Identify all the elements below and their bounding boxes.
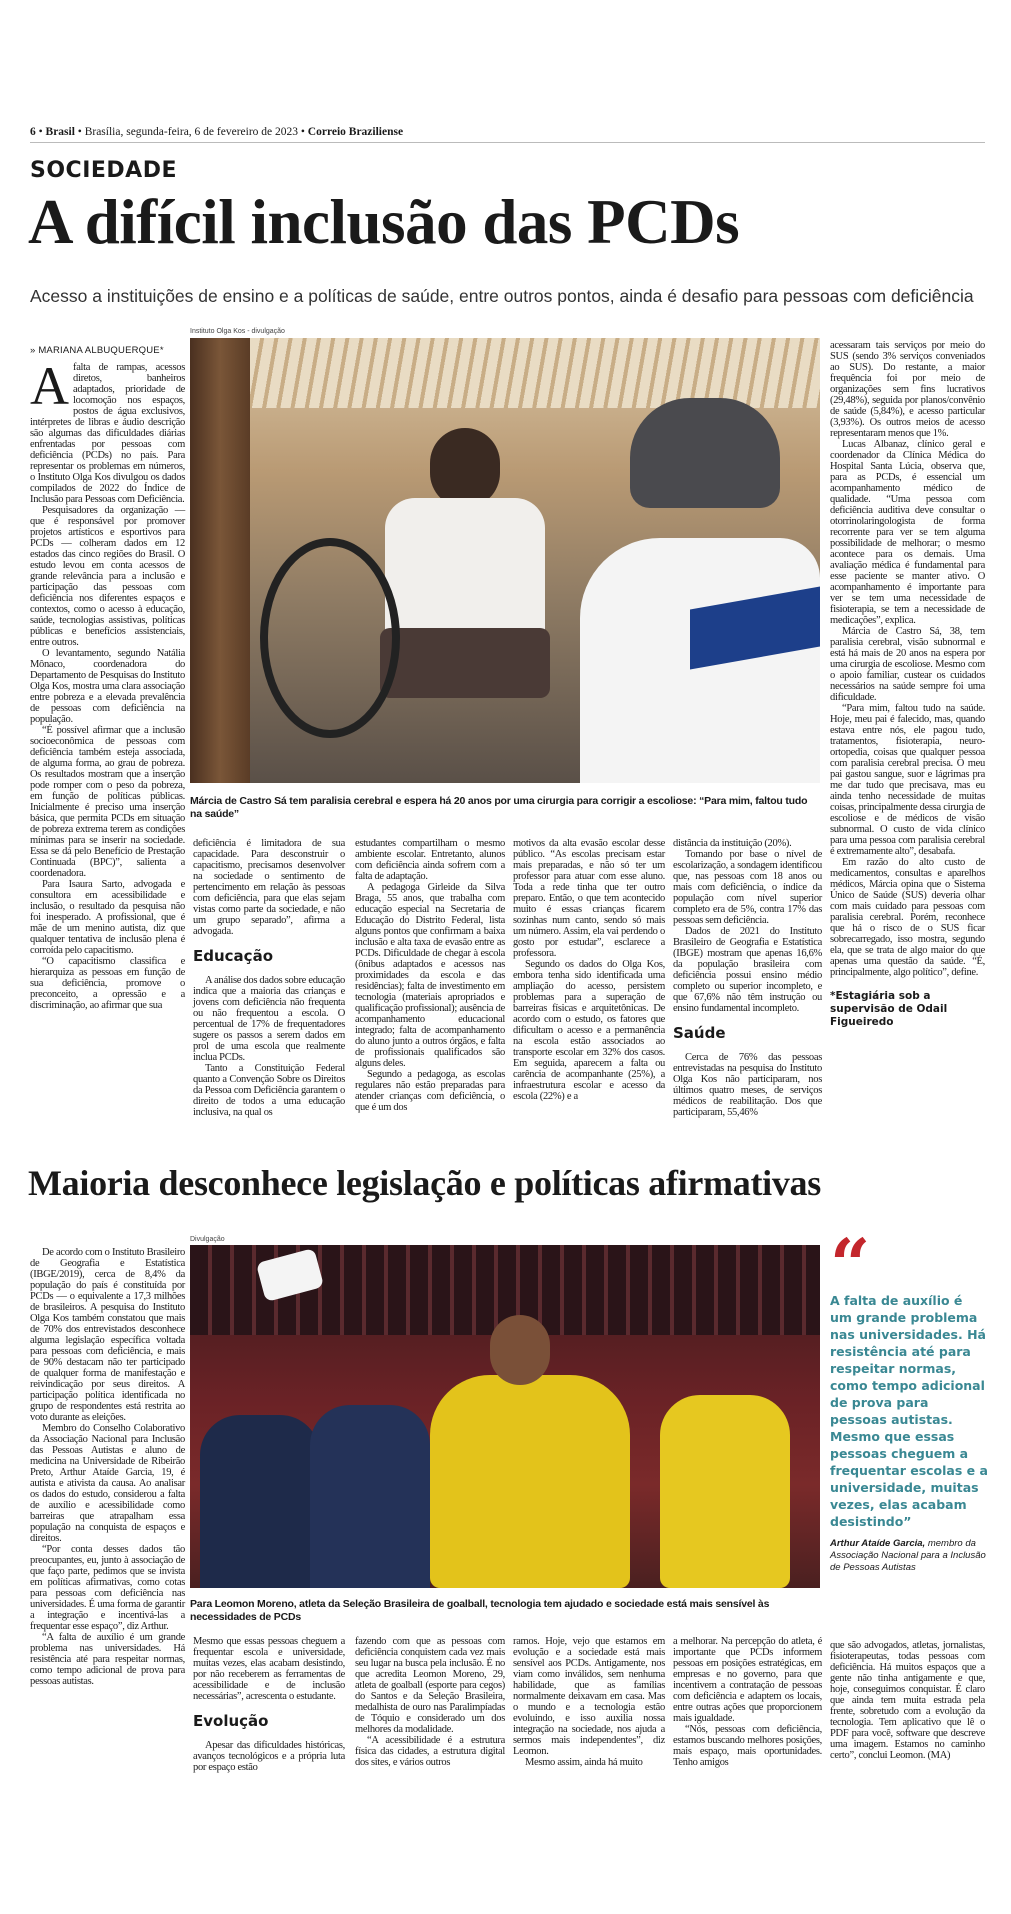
quote-author: Arthur Ataíde Garcia, [830, 1538, 926, 1549]
paragraph: “Nós, pessoas com deficiência, estamos buscando melhores posições, mais espaço, mais oportunidades. Tenho amigos [673, 1724, 822, 1768]
man-cap [630, 398, 780, 508]
article1-column-5 [673, 838, 822, 1118]
paragraph: Mesmo assim, ainda há muito [525, 1757, 643, 1768]
article2-column-5 [673, 1636, 822, 1768]
paragraph: “O capacitismo classifica e hierarquiza as pessoas em função de sua deficiência, promove o preconceito, a opressão e a discriminação, ao afirmar que sua [30, 956, 185, 1011]
paragraph: “A falta de auxílio é um grande problema nas universidades. Há resistência até para respeitar normas, como tempo adicional de prova para pessoas autistas. [30, 1632, 185, 1687]
article2-column-2 [193, 1636, 345, 1773]
pull-quote [830, 1223, 988, 1574]
article1-column-2 [193, 838, 345, 1118]
player-jersey [430, 1375, 630, 1588]
paragraph: De acordo com o Instituto Brasileiro de Geografia e Estatística (IBGE/2019), cerca de 8,4% da população do país é constituída por PCDs — o equivalente a 17,3 milhões de brasileiros. A pesquisa do Instituto Olga Kos também constatou que mais de 70% dos entrevistados desconhece alguma legislação específica voltada para pessoas com deficiência, e mais de 90% destacam não ter participado de qualquer forma de manifestação e reivindicação por seus direitos. A participação política identificada no grupo de respondentes está restrita ao voto durante as eleições. [30, 1247, 185, 1423]
separator: • [300, 126, 305, 138]
paragraph: “Para mim, faltou tudo na saúde. Hoje, meu pai é falecido, mas, quando estava entre nós, ele pagou tudo, tratamentos, fisioterapia, neuro-ortopedia, coisas que qualquer pessoa com paralisia cerebral precisa. O meu pai gastou sangue, suor e lágrimas pra me dar tudo que precisava, mas eu ainda tenho necessidade de muitas coisas, principalmente dessa cirurgia de escoliose e de médicos de visão subnormal. O custo de vida clínico para uma pessoa com paralisia cerebral é extremamente alto”, desabafa. [830, 703, 985, 857]
newspaper-name: Correio Braziliense [307, 126, 404, 138]
author-note: *Estagiária sob a supervisão de Odail Figueiredo [830, 990, 948, 1028]
subheading: Saúde [673, 1024, 726, 1042]
pull-quote-attribution [830, 1538, 988, 1574]
paragraph: Lucas Albanaz, clínico geral e coordenador da Clínica Médica do Hospital Santa Lúcia, observa que, para as PCDs, é essencial um acompanhamento médico de qualidade. “Uma pessoa com deficiência auditiva deve consultar o otorrinolaringologista de forma recorrente para ver se tem alguma possibilidade de melhorar; o mesmo acontece para os demais. Uma avaliação médica é fundamental para esse paciente se manter ativo. O acompanhamento é importante para ver se tem uma necessidade de fisioterapia, se tem a necessidade de medicações”, explica. [830, 439, 985, 626]
woman-shirt [385, 498, 545, 638]
paragraph: Márcia de Castro Sá, 38, tem paralisia cerebral, visão subnormal e está há mais de 20 anos na espera por uma cirurgia de escoliose. Mesmo com o apoio familiar, custear os cuidados necessários na saúde sempre foi uma dificuldade. [830, 626, 985, 703]
article1-column-6 [830, 340, 985, 1029]
paragraph: que são advogados, atletas, jornalistas, fisioterapeutas, todas pessoas com deficiência. Há muitos espaços que a gente não tinha antigamente e que, hoje, conseguimos conquistar. É claro que ainda tem muita estrada pela frente, sobretudo com a evolução da tecnologia. Tem aplicativo que lê o PDF para você, software que descreve uma imagem. Estamos no caminho certo”, conclui Leomon. (MA) [830, 1640, 985, 1761]
photo-caption-2: Para Leomon Moreno, atleta da Seleção Brasileira de goalball, tecnologia tem ajudado e sociedade está mais sensível às necessidades de PCDs [190, 1598, 770, 1623]
header-rule [30, 142, 985, 143]
photo-marcia-de-castro-sa [190, 338, 820, 783]
paragraph: “É possível afirmar que a inclusão socioeconômica de pessoas com deficiência também esteja associada, de alguma forma, ao grau de pobreza. Os resultados mostram que a inserção pode romper com o peso da pobreza, em função de políticas públicas. Inicialmente é preciso uma inserção básica, que permita PCDs em situação de pobreza extrema terem as condições mínimas para se inserir na sociedade. Essa se dá pelo Benefício de Prestação Continuada (BPC)”, salienta a coordenadora. [30, 725, 185, 879]
paragraph: Dados de 2021 do Instituto Brasileiro de Geografia e Estatística (IBGE) mostram que apenas 16,6% da população brasileira com deficiência possui ensino médio completo ou superior incompleto, e que 67,6% não têm instrução ou ensino fundamental incompleto. [673, 926, 822, 1014]
staff-1 [200, 1415, 320, 1588]
paragraph: a melhorar. Na percepção do atleta, é importante que PCDs informem pessoas em posições estratégicas, em empresas e no governo, para que incentivem a contratação de pessoas com deficiência e adaptem os locais, entre outras ações que proporcionem mais igualdade. [673, 1636, 822, 1724]
paragraph-text: falta de rampas, acessos diretos, banheiros adaptados, prioridade de locomoção nos espaços, postos de água exclusivos, intérpretes de libras e áudio descrição são algumas das dificuldades diárias enfrentadas por pessoas com deficiência (PCDs) no país. Para representar os problemas em números, o Instituto Olga Kos divulgou os dados compilados de 2022 do Índice de Inclusão para Pessoas com Deficiência. [30, 362, 185, 505]
pull-quote-text: A falta de auxílio é um grande problema nas universidades. Há resistência até para respeitar normas, como tempo adicional de prova para pessoas autistas. Mesmo que essas pessoas cheguem a frequentar escolas e a universidade, muitas vezes, elas acabam desistindo” [830, 1293, 988, 1529]
paragraph: O levantamento, segundo Natália Mônaco, coordenadora do Departamento de Pesquisas do Instituto Olga Kos, mostra uma clara associação entre pobreza e a elevada prevalência de pessoas com deficiência na população. [30, 648, 185, 725]
article2-column-4 [513, 1636, 665, 1768]
paragraph: acessaram tais serviços por meio do SUS (sendo 3% serviços conveniados ao SUS). Do restante, a maior frequência foi por meio de organizações sem fins lucrativos (29,48%), seguida por planos/convênio de saúde (5,84%), e acesso particular (3,93%). Os outros meios de acesso representaram menos que 1%. [830, 340, 985, 439]
quote-mark-icon: “ [830, 1223, 871, 1306]
paragraph: motivos da alta evasão escolar desse público. “As escolas precisam estar mais preparadas, e não só ter um professor para atuar com esse aluno. Toda a rede tinha que ter outro preparo. Então, o que tem acontecido muito é essas crianças ficarem sozinhas num canto, sendo só mais um número. Assim, ela vai perdendo o gosto por estudar”, esclarece a professora. [513, 838, 665, 959]
paragraph: Tanto a Constituição Federal quanto a Convenção Sobre os Direitos da Pessoa com Deficiência garantem o direito de todos a uma educação inclusiva, na qual os [193, 1063, 345, 1118]
paragraph: Em razão do alto custo de medicamentos, consultas e aparelhos médicos, Márcia opina que o Sistema Único de Saúde (SUS) deveria olhar com mais cuidado para pessoas com paralisia cerebral. Porém, reconhece que há o risco de o SUS ficar sobrecarregado, isso mostra, segundo ela, que se trata de algo maior do que apenas uma questão da saúde. “É, principalmente, algo político”, define. [830, 857, 985, 978]
paragraph: Apesar das dificuldades históricas, avanços tecnológicos e a própria luta por espaço estão [193, 1740, 345, 1773]
woman-shorts [380, 628, 550, 698]
page-number: 6 [30, 126, 36, 138]
paragraph: Segundo os dados do Olga Kos, embora tenha sido identificada uma ampliação do acesso, persistem problemas para a superação de barreiras físicas e arquitetônicas. De acordo com o estudo, os fatores que dificultam o acesso e a permanência na escola estão associados ao transporte escolar em 32% dos casos. Em seguida, aparecem a falta ou carência de acompanhante (25%), a infraestrutura escolar e acesso da escola (22%) e a [513, 959, 665, 1102]
staff-2 [310, 1405, 430, 1588]
paragraph: Segundo a pedagoga, as escolas regulares não estão preparadas para atender crianças com deficiência, o que é um dos [355, 1069, 505, 1113]
article2-column-3 [355, 1636, 505, 1768]
photo-caption: Márcia de Castro Sá tem paralisia cerebral e espera há 20 anos por uma cirurgia para corrigir a escoliose: “Para mim, faltou tudo na saúde” [190, 795, 808, 820]
paragraph: fazendo com que as pessoas com deficiência conquistem cada vez mais seu lugar na busca pela inclusão. É no que acredita Leomon Moreno, 29, atleta de goalball (esporte para cegos) do Santos e da Seleção Brasileira, medalhista de ouro nas Paralimpíadas de Tóquio e considerado um dos melhores da modalidade. [355, 1636, 505, 1735]
paragraph [30, 356, 185, 505]
paragraph: deficiência é limitadora de sua capacidade. Para desconstruir o capacitismo, precisamos desenvolver na sociedade o sentimento de pertencimento em relação às pessoas com deficiência, para que elas sejam vistas como parte da sociedade, e não um grupo separado”, afirma a advogada. [193, 838, 345, 937]
player-head [490, 1315, 550, 1385]
section-name: Brasil [45, 126, 75, 138]
paragraph: ramos. Hoje, vejo que estamos em evolução e a sociedade está mais sensível aos PCDs. Antigamente, nos viam como inválidos, sem nenhuma habilidade, que as famílias normalmente deixavam em casa. Mas o mundo e a tecnologia estão evoluindo, e isso auxilia nossa integração na sociedade, nos ajuda a sermos mais independentes”, diz Leomon. [513, 1636, 665, 1757]
byline: » MARIANA ALBUQUERQUE* [30, 345, 164, 356]
paragraph: Tomando por base o nível de escolarização, a sondagem identificou que, nas pessoas com 18 anos ou mais com deficiência, o índice da população com nível superior completo era de 5%, contra 17% das pessoas sem deficiência. [673, 849, 822, 926]
dateline: Brasília, segunda-feira, 6 de fevereiro de 2023 [84, 126, 299, 138]
tree-trunk [190, 338, 250, 783]
article1-column-1 [30, 356, 185, 1011]
paragraph: Para Isaura Sarto, advogada e consultora em acessibilidade e inclusão, o resultado da pesquisa não foi inesperado. A profissional, que é mãe de um menino autista, diz que qualquer tentativa de inclusão plena é corroída pelo capacitismo. [30, 879, 185, 956]
article1-column-3 [355, 838, 505, 1113]
page-folio [30, 126, 403, 138]
paragraph: “Por conta desses dados tão preocupantes, eu, junto à associação de que faço parte, pedimos que se invista em políticas afirmativas, como cotas para pessoas com deficiência nas universidades. É uma forma de garantir a integração e incentivá-las a frequentar esse espaço”, diz Arthur. [30, 1544, 185, 1632]
subheading: Evolução [193, 1712, 269, 1730]
drop-cap: A [30, 356, 69, 416]
paragraph: distância da instituição (20%). [673, 838, 792, 849]
article2-column-1 [30, 1247, 185, 1687]
photo-credit-2: Divulgação [190, 1236, 225, 1243]
paragraph: A análise dos dados sobre educação indica que a maioria das crianças e jovens com deficiência não frequenta ou não frequentou a escola. O percentual de 17% de frequentadores sugere os passos a serem dados em prol de uma escola que realmente inclua PCDs. [193, 975, 345, 1063]
wheelchair [260, 538, 400, 738]
paragraph: “A acessibilidade é a estrutura física das cidades, a estrutura digital dos sites, e vários outros [355, 1735, 505, 1768]
subheading: Educação [193, 947, 273, 965]
photo-credit: Instituto Olga Kos - divulgação [190, 328, 285, 335]
article2-column-6 [830, 1640, 985, 1761]
player-2-jersey [660, 1395, 790, 1588]
headline: A difícil inclusão das PCDs [28, 187, 740, 257]
paragraph: Mesmo que essas pessoas cheguem a frequentar escola e universidade, muitas vezes, elas acabam desistindo, por não receberem as ferramentas de acessibilidade e de inclusão necessárias”, acrescenta o estudante. [193, 1636, 345, 1702]
separator: • [77, 126, 82, 138]
subheadline: Acesso a instituições de ensino e a políticas de saúde, entre outros pontos, ainda é desafio para pessoas com deficiência [30, 286, 974, 306]
paragraph: estudantes compartilham o mesmo ambiente escolar. Entretanto, alunos com deficiência ainda sofrem com a falta de adaptação. [355, 838, 505, 882]
paragraph: A pedagoga Girleide da Silva Braga, 55 anos, que trabalha com educação especial na Secretaria de Educação do Distrito Federal, lista alguns pontos que confirmam a baixa inclusão e alta taxa de evasão entre as PCDs. Dificuldade de chegar à escola (ônibus adaptados e acessos nas proximidades da escola e das residências); falta de investimento em tecnologia (materiais apropriados e qualificação profissional); ausência de acompanhamento educacional integrado; falta de acompanhamento do aluno junto a outros órgãos, e falta de profissionais qualificados são alguns deles. [355, 882, 505, 1069]
woman-head [430, 428, 500, 508]
pergola [250, 338, 820, 408]
article1-column-4 [513, 838, 665, 1102]
paragraph: Cerca de 76% das pessoas entrevistadas na pesquisa do Instituto Olga Kos não participaram, nos últimos quatro meses, de serviços médicos de reabilitação. Dos que participaram, 55,46% [673, 1052, 822, 1118]
paragraph: Pesquisadores da organização — que é responsável por promover projetos artísticos e esportivos para PCDs — colheram dados em 12 estados das cinco regiões do Brasil. O estudo levou em conta acessos de grande relevância para a inclusão e participação das pessoas com deficiência nos diferentes espaços e contextos, como o acesso à educação, saúde, tecnologias assistivas, políticas públicas e benefícios assistenciais, entre outros. [30, 505, 185, 648]
section-label: SOCIEDADE [30, 158, 177, 183]
headline-2: Maioria desconhece legislação e políticas afirmativas [28, 1163, 821, 1203]
photo-leomon-moreno [190, 1245, 820, 1588]
quote-author-role: membro da Associação Nacional para a Inclusão de Pessoas Autistas [830, 1538, 986, 1573]
paragraph: Membro do Conselho Colaborativo da Associação Nacional para Inclusão das Pessoas Autistas e aluno de medicina na Universidade de Ribeirão Preto, Arthur Ataíde Garcia, 19, é autista e ativista da causa. Ao analisar os dados do estudo, considerou a falta de auxílio e acessibilidade como barreiras que atrapalham essa população na conquista de espaços e direitos. [30, 1423, 185, 1544]
separator: • [38, 126, 43, 138]
